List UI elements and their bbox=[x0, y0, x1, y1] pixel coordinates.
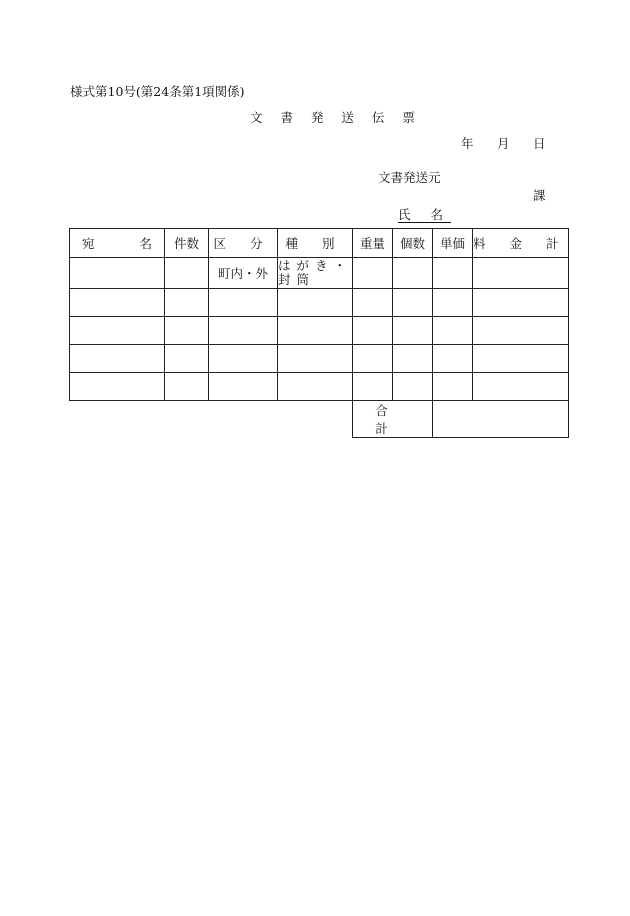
header-fee-total: 料 金 計 bbox=[473, 229, 569, 258]
fee-total-cell[interactable] bbox=[473, 345, 569, 373]
table-row bbox=[70, 345, 569, 373]
addressee-cell[interactable] bbox=[70, 258, 165, 289]
pieces-cell[interactable] bbox=[393, 317, 433, 345]
weight-cell[interactable] bbox=[353, 317, 393, 345]
table-row bbox=[70, 373, 569, 401]
type-option-envelope: 封筒 bbox=[278, 272, 316, 287]
date-day-label: 日 bbox=[533, 136, 546, 151]
type-cell[interactable] bbox=[278, 373, 353, 401]
sender-label: 文書発送元 bbox=[378, 170, 441, 185]
total-row bbox=[70, 401, 569, 438]
total-row-spacer bbox=[70, 401, 353, 438]
header-weight: 重量 bbox=[353, 229, 393, 258]
form-number: 様式第10号(第24条第1項関係) bbox=[70, 84, 245, 99]
fee-total-cell[interactable] bbox=[473, 317, 569, 345]
addressee-cell[interactable] bbox=[70, 317, 165, 345]
addressee-cell[interactable] bbox=[70, 345, 165, 373]
type-cell[interactable] bbox=[278, 289, 353, 317]
date-month-label: 月 bbox=[497, 136, 510, 151]
header-type: 種 別 bbox=[278, 229, 353, 258]
header-row bbox=[70, 229, 569, 258]
weight-cell[interactable] bbox=[353, 258, 393, 289]
count-cell[interactable] bbox=[165, 345, 209, 373]
unit-price-cell[interactable] bbox=[433, 289, 473, 317]
category-cell[interactable] bbox=[209, 373, 278, 401]
header-addressee bbox=[70, 229, 165, 258]
header-addressee-right: 名 bbox=[139, 236, 152, 251]
pieces-cell[interactable] bbox=[393, 345, 433, 373]
date-year-label: 年 bbox=[461, 136, 474, 151]
table-row bbox=[70, 289, 569, 317]
fee-total-cell[interactable] bbox=[473, 258, 569, 289]
header-count: 件数 bbox=[165, 229, 209, 258]
pieces-cell[interactable] bbox=[393, 289, 433, 317]
name-label: 氏 名 bbox=[398, 207, 451, 222]
weight-cell[interactable] bbox=[353, 289, 393, 317]
pieces-cell[interactable] bbox=[393, 373, 433, 401]
category-cell[interactable] bbox=[209, 317, 278, 345]
fee-total-cell[interactable] bbox=[473, 373, 569, 401]
header-unit-price: 単価 bbox=[433, 229, 473, 258]
category-cell[interactable] bbox=[209, 289, 278, 317]
table-row bbox=[70, 258, 569, 289]
count-cell[interactable] bbox=[165, 373, 209, 401]
category-cell[interactable] bbox=[209, 345, 278, 373]
fee-total-cell[interactable] bbox=[473, 289, 569, 317]
count-cell[interactable] bbox=[165, 289, 209, 317]
unit-price-cell[interactable] bbox=[433, 258, 473, 289]
dispatch-slip-table bbox=[69, 228, 569, 438]
unit-price-cell[interactable] bbox=[433, 345, 473, 373]
header-category: 区 分 bbox=[209, 229, 278, 258]
count-cell[interactable] bbox=[165, 258, 209, 289]
unit-price-cell[interactable] bbox=[433, 373, 473, 401]
type-option-postcard: はがき・ bbox=[278, 258, 353, 273]
type-cell[interactable] bbox=[278, 345, 353, 373]
addressee-cell[interactable] bbox=[70, 289, 165, 317]
type-cell bbox=[278, 258, 353, 289]
category-cell: 町内・外 bbox=[209, 258, 278, 289]
total-value-cell[interactable] bbox=[433, 401, 569, 438]
type-cell[interactable] bbox=[278, 317, 353, 345]
count-cell[interactable] bbox=[165, 317, 209, 345]
section-label: 課 bbox=[533, 188, 546, 203]
table-row bbox=[70, 317, 569, 345]
document-title: 文 書 発 送 伝 票 bbox=[250, 110, 422, 125]
addressee-cell[interactable] bbox=[70, 373, 165, 401]
unit-price-cell[interactable] bbox=[433, 317, 473, 345]
header-addressee-left: 宛 bbox=[82, 236, 95, 251]
weight-cell[interactable] bbox=[353, 373, 393, 401]
weight-cell[interactable] bbox=[353, 345, 393, 373]
header-pieces: 個数 bbox=[393, 229, 433, 258]
pieces-cell[interactable] bbox=[393, 258, 433, 289]
total-label: 合 計 bbox=[353, 401, 433, 438]
